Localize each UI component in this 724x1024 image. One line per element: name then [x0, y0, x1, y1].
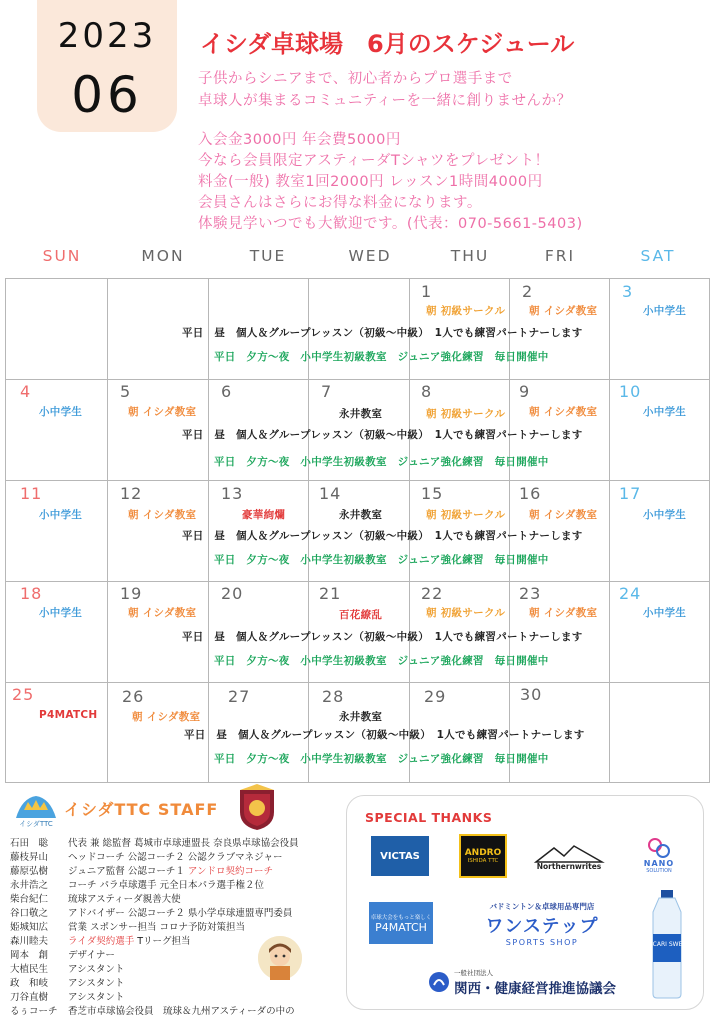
- staff-row: 森川睦夫 ライダ契約選手 Tリーグ担当: [10, 936, 191, 947]
- weekday-lesson: 平日 昼 個人＆グループレッスン（初級～中級） 1人でも練習パートナーします: [184, 729, 585, 741]
- weekday-lesson: 平日 昼 個人＆グループレッスン（初級～中級） 1人でも練習パートナーします: [182, 530, 583, 542]
- p4match-logo: 卓球大会をもっと楽しく P4MATCH: [369, 902, 433, 944]
- event-circle: 朝 初級サークル: [426, 509, 506, 521]
- kansai-logo: 一般社団法人 関西・健康経営推進協議会: [407, 964, 637, 1000]
- event-ishida: 朝 イシダ教室: [132, 711, 201, 723]
- day-number: 19: [120, 584, 143, 603]
- day-number: 10: [619, 382, 642, 401]
- staff-row: 政 和岐 アシスタント: [10, 978, 125, 989]
- weekday-sat: SAT: [640, 247, 676, 265]
- event-circle: 朝 初級サークル: [426, 305, 506, 317]
- nano-icon: [647, 837, 671, 859]
- weekday-lesson: 平日 昼 個人＆グループレッスン（初級～中級） 1人でも練習パートナーします: [182, 631, 583, 643]
- event-circle: 朝 初級サークル: [426, 607, 506, 619]
- pocari-sweat-bottle: [643, 888, 691, 1000]
- staff-row: 刀谷直樹 アシスタント: [10, 992, 125, 1003]
- staff-row: 姫城知広 営業 スポンサー担当 コロナ予防対策担当: [10, 922, 246, 933]
- fee-line-1: 入会金3000円 年会費5000円: [198, 132, 401, 148]
- day-number: 8: [421, 382, 433, 401]
- fee-line-3: 料金(一般) 教室1回2000円 レッスン1時間4000円: [198, 174, 543, 190]
- event-nagai: 永井教室: [339, 711, 383, 723]
- event-kids: 小中学生: [643, 305, 687, 317]
- weekday-evening: 平日 夕方～夜 小中学生初級教室 ジュニア強化練習 毎日開催中: [214, 753, 549, 765]
- staff-row: 谷口敬之 アドバイザー 公認コーチ２ 県小学卓球連盟専門委員: [10, 908, 293, 919]
- sponsors-panel: [346, 795, 704, 1010]
- intro-line-2: 卓球人が集まるコミュニティーを一緒に創りませんか？: [198, 93, 572, 109]
- year: 2023: [57, 16, 157, 56]
- page-title: イシダ卓球場 6月のスケジュール: [200, 30, 575, 58]
- day-number: 9: [519, 382, 531, 401]
- month: 06: [71, 66, 143, 124]
- weekday-lesson: 平日 昼 個人＆グループレッスン（初級～中級） 1人でも練習パートナーします: [182, 327, 583, 339]
- onestep-logo: バドミントン＆卓球用品専門店 ワンステップ SPORTS SHOP: [485, 902, 599, 947]
- special-thanks-heading: SPECIAL THANKS: [365, 810, 493, 825]
- event-p4match: P4MATCH: [39, 709, 98, 721]
- day-number: 20: [221, 584, 244, 603]
- staff-title: イシダTTC STAFF: [64, 800, 219, 819]
- weekday-evening: 平日 夕方～夜 小中学生初級教室 ジュニア強化練習 毎日開催中: [214, 655, 549, 667]
- kansai-icon: [428, 971, 450, 993]
- coach-avatar: [258, 936, 302, 980]
- day-number: 11: [20, 484, 43, 503]
- fee-line-4: 会員さんはさらにお得な料金になります。: [198, 195, 482, 211]
- northernwrites-logo: Northernwrites: [527, 838, 611, 878]
- staff-row: るぅコーチ 香芝市卓球協会役員 琉球＆九州アスティーダの中の: [10, 1006, 295, 1017]
- event-nagai: 永井教室: [339, 509, 383, 521]
- asteeda-emblem: [236, 784, 278, 832]
- weekday-tue: TUE: [249, 247, 287, 265]
- date-badge: [37, 0, 177, 132]
- day-number: 14: [319, 484, 342, 503]
- event-kids: 小中学生: [39, 607, 83, 619]
- event-ishida: 朝 イシダ教室: [529, 305, 598, 317]
- day-number: 30: [520, 685, 543, 704]
- day-number: 5: [120, 382, 132, 401]
- day-number: 28: [322, 687, 345, 706]
- ishida-ttc-logo: [12, 788, 60, 828]
- day-number: 23: [519, 584, 542, 603]
- day-number: 3: [622, 282, 634, 301]
- andro-logo: ANDRO ISHIDA TTC: [459, 834, 507, 878]
- fee-line-2: 今なら会員限定アスティーダTシャツをプレゼント！: [198, 153, 550, 169]
- bottle-icon: [644, 890, 690, 998]
- event-gouka: 豪華絢爛: [242, 509, 286, 521]
- day-number: 13: [221, 484, 244, 503]
- event-kids: 小中学生: [643, 607, 687, 619]
- contact-line: 体験見学いつでも大歓迎です。(代表：070-5661-5403): [198, 216, 583, 232]
- mountain-icon: [536, 846, 602, 862]
- day-number: 18: [20, 584, 43, 603]
- day-number: 1: [421, 282, 433, 301]
- pocari-label: POCARI SWEAT: [644, 941, 690, 948]
- weekday-lesson: 平日 昼 個人＆グループレッスン（初級～中級） 1人でも練習パートナーします: [182, 429, 583, 441]
- event-kids: 小中学生: [39, 406, 83, 418]
- event-kids: 小中学生: [39, 509, 83, 521]
- staff-row: 永井浩之 コーチ パラ卓球選手 元全日本パラ選手権２位: [10, 880, 265, 891]
- event-nagai: 永井教室: [339, 408, 383, 420]
- day-number: 22: [421, 584, 444, 603]
- calendar-grid: [5, 278, 710, 783]
- weekday-evening: 平日 夕方～夜 小中学生初級教室 ジュニア強化練習 毎日開催中: [214, 351, 549, 363]
- day-number: 24: [619, 584, 642, 603]
- event-ishida: 朝 イシダ教室: [529, 509, 598, 521]
- day-number: 21: [319, 584, 342, 603]
- day-number: 17: [619, 484, 642, 503]
- day-number: 2: [522, 282, 534, 301]
- weekday-evening: 平日 夕方～夜 小中学生初級教室 ジュニア強化練習 毎日開催中: [214, 456, 549, 468]
- event-ishida: 朝 イシダ教室: [128, 509, 197, 521]
- event-ishida: 朝 イシダ教室: [529, 406, 598, 418]
- event-ishida: 朝 イシダ教室: [128, 607, 197, 619]
- event-kids: 小中学生: [643, 406, 687, 418]
- logo-text: イシダTTC: [19, 820, 53, 828]
- day-number: 12: [120, 484, 143, 503]
- nano-solution-logo: NANO SOLUTION: [629, 832, 689, 878]
- day-number: 16: [519, 484, 542, 503]
- event-hyakka: 百花繚乱: [339, 609, 383, 621]
- staff-row: 柴台紀仁 琉球アスティーダ親善大使: [10, 894, 181, 905]
- staff-row: 石田 聡 代表 兼 総監督 葛城市卓球連盟長 奈良県卓球協会役員: [10, 838, 299, 849]
- weekday-fri: FRI: [544, 247, 576, 265]
- staff-row: 岡本 創 デザイナー: [10, 950, 115, 961]
- day-number: 15: [421, 484, 444, 503]
- day-number: 6: [221, 382, 233, 401]
- staff-row: 大植民生 アシスタント: [10, 964, 125, 975]
- event-ishida: 朝 イシダ教室: [529, 607, 598, 619]
- weekday-mon: MON: [141, 247, 185, 265]
- staff-row: 藤原弘樹 ジュニア監督 公認コーチ１ アンドロ契約コーチ: [10, 866, 273, 877]
- day-number: 27: [228, 687, 251, 706]
- day-number: 25: [12, 685, 35, 704]
- day-number: 4: [20, 382, 32, 401]
- weekday-wed: WED: [348, 247, 392, 265]
- event-circle: 朝 初級サークル: [426, 408, 506, 420]
- intro-line-1: 子供からシニアまで、初心者からプロ選手まで: [198, 71, 513, 87]
- day-number: 26: [122, 687, 145, 706]
- event-ishida: 朝 イシダ教室: [128, 406, 197, 418]
- event-kids: 小中学生: [643, 509, 687, 521]
- weekday-thu: THU: [450, 247, 490, 265]
- weekday-evening: 平日 夕方～夜 小中学生初級教室 ジュニア強化練習 毎日開催中: [214, 554, 549, 566]
- victas-logo: VICTAS: [371, 836, 429, 876]
- day-number: 29: [424, 687, 447, 706]
- weekday-sun: SUN: [42, 247, 82, 265]
- staff-row: 藤枝昇山 ヘッドコーチ 公認コーチ２ 公認クラブマネジャー: [10, 852, 283, 863]
- day-number: 7: [321, 382, 333, 401]
